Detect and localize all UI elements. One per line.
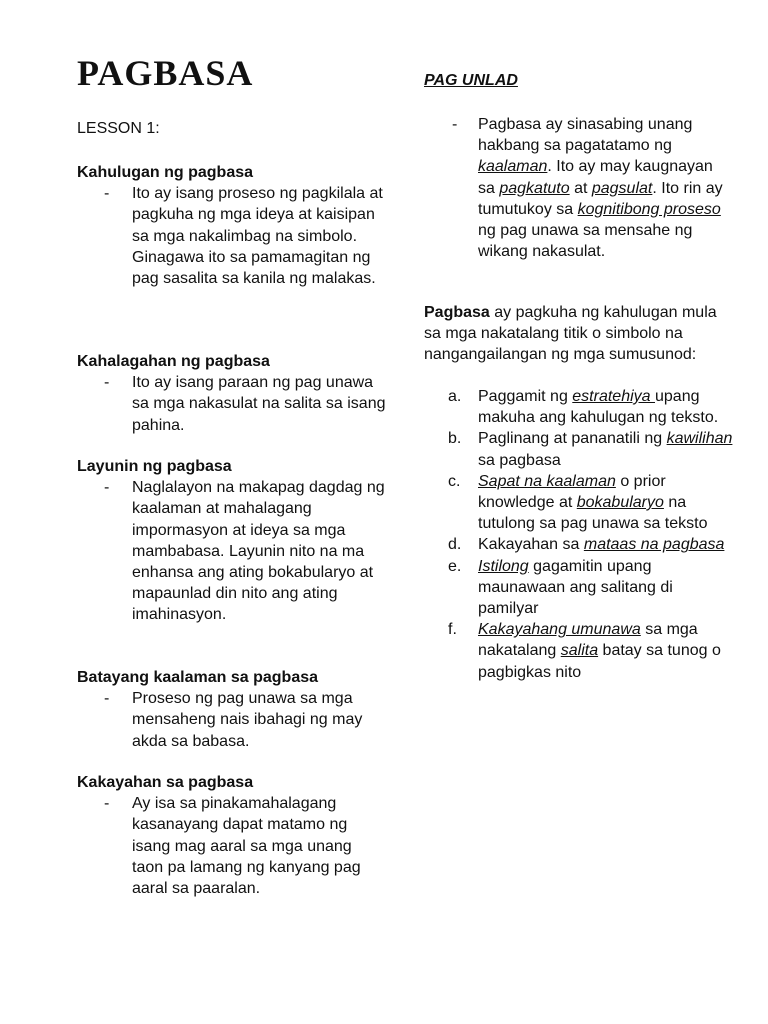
item-term: estratehiya (572, 388, 655, 405)
section-kahulugan (77, 162, 387, 289)
item-term: Kakayahang umunawa (478, 621, 641, 639)
bullet-dash: - (104, 185, 110, 203)
term-pagkatuto: pagkatuto (499, 179, 570, 197)
item-text: Paglinang at pananatili ng (478, 430, 667, 448)
intro-text-1: Pagbasa ay sinasabing unang hakbang sa pagatatamo ng (478, 116, 693, 155)
section-text: Ito ay isang proseso ng pagkilala at pagkuha ng mga ideya at kaisipan sa mga nakalimbag na simbolo. Ginagawa ito sa pamamagitan ng pag sasalita sa kanila ng malakas. (132, 185, 383, 288)
list-item (424, 556, 734, 620)
list-item (424, 471, 734, 535)
list-marker: c. (448, 472, 461, 490)
intro-item (424, 114, 734, 262)
item-term: mataas na pagbasa (583, 536, 725, 554)
definition-text: ay pagkuha ng kahulugan mula sa mga nakatalang titik o simbolo na nangangailangan ng mga sumusunod: (424, 304, 717, 364)
section-heading: Kahalagahan ng pagbasa (77, 353, 270, 370)
intro-block (424, 114, 734, 262)
list-item (424, 619, 734, 683)
item-text: gagamitin upang maunawaan ang salitang di pamilyar (478, 557, 673, 618)
intro-text-5: ng pag unawa sa mensahe ng wikang nakasulat. (478, 222, 693, 261)
term-pagsulat: pagsulat (591, 179, 653, 197)
intro-text-2: . Ito ay may kaugnayan sa (478, 158, 713, 197)
bullet-dash: - (104, 374, 110, 392)
bullet-dash: - (104, 479, 110, 497)
item-text: Paggamit ng (478, 388, 573, 405)
item-term: Sapat na kaalaman (478, 472, 616, 490)
section-item (77, 688, 387, 752)
page-title: PAGBASA (77, 53, 254, 93)
list-marker: b. (448, 430, 462, 448)
term-kaalaman: kaalaman (478, 158, 548, 176)
section-kahalagahan (77, 351, 387, 436)
definition-term: Pagbasa (424, 304, 490, 321)
list-item (424, 534, 734, 555)
bullet-dash: - (104, 795, 110, 813)
section-kakayahan (77, 772, 387, 899)
section-heading: Kakayahan sa pagbasa (77, 774, 254, 791)
section-item (77, 372, 387, 436)
item-text: batay sa tunog o pagbigkas nito (478, 642, 721, 681)
bullet-dash: - (104, 690, 110, 708)
list-marker: e. (448, 557, 462, 575)
intro-text-3: at (569, 179, 592, 197)
list-item (424, 386, 734, 428)
section-text: Proseso ng pag unawa sa mga mensaheng nais ibahagi ng may akda sa babasa. (132, 690, 363, 750)
section-batayang-kaalaman (77, 667, 387, 752)
list-item (424, 428, 734, 470)
item-text: na tutulong sa pag unawa sa teksto (478, 494, 708, 533)
item-term: Istilong (478, 557, 529, 575)
item-term: salita (560, 642, 599, 660)
requirements-list (424, 386, 734, 683)
right-heading: PAG UNLAD (424, 72, 518, 89)
section-item (77, 477, 387, 625)
section-layunin (77, 456, 387, 626)
item-text: Kakayahan sa (478, 536, 584, 554)
intro-text-4: . Ito rin ay tumutukoy sa (478, 179, 723, 218)
term-kognitibong-proseso: kognitibong proseso (577, 200, 721, 218)
list-marker: f. (448, 621, 457, 639)
item-text: sa pagbasa (478, 451, 561, 469)
lesson-label: LESSON 1: (77, 120, 160, 137)
item-text: sa mga nakatalang (478, 621, 698, 660)
section-text: Ito ay isang paraan ng pag unawa sa mga nakasulat na salita sa isang pahina. (132, 374, 386, 434)
list-marker: a. (448, 388, 462, 405)
item-text: o prior knowledge at (478, 472, 666, 512)
section-heading: Layunin ng pagbasa (77, 458, 232, 475)
item-text: upang makuha ang kahulugan ng teksto. (478, 388, 719, 427)
section-heading: Kahulugan ng pagbasa (77, 164, 254, 181)
section-item (77, 793, 387, 899)
definition-paragraph (424, 302, 724, 366)
bullet-dash: - (452, 116, 458, 133)
item-term: kawilihan (666, 430, 733, 448)
section-text: Ay isa sa pinakamahalagang kasanayang dapat matamo ng isang mag aaral sa mga unang taon pa lamang ng kanyang pag aaral sa paaralan. (132, 795, 361, 898)
item-term: bokabularyo (576, 494, 664, 512)
section-heading: Batayang kaalaman sa pagbasa (77, 669, 319, 686)
section-item (77, 183, 387, 289)
list-marker: d. (448, 536, 462, 554)
section-text: Naglalayon na makapag dagdag ng kaalaman at mahalagang impormasyon at ideya sa mga mambabasa. Layunin nito na ma enhansa ang ating bokabularyo at mapaunlad din nito ang ating imahinasyon. (132, 479, 385, 624)
